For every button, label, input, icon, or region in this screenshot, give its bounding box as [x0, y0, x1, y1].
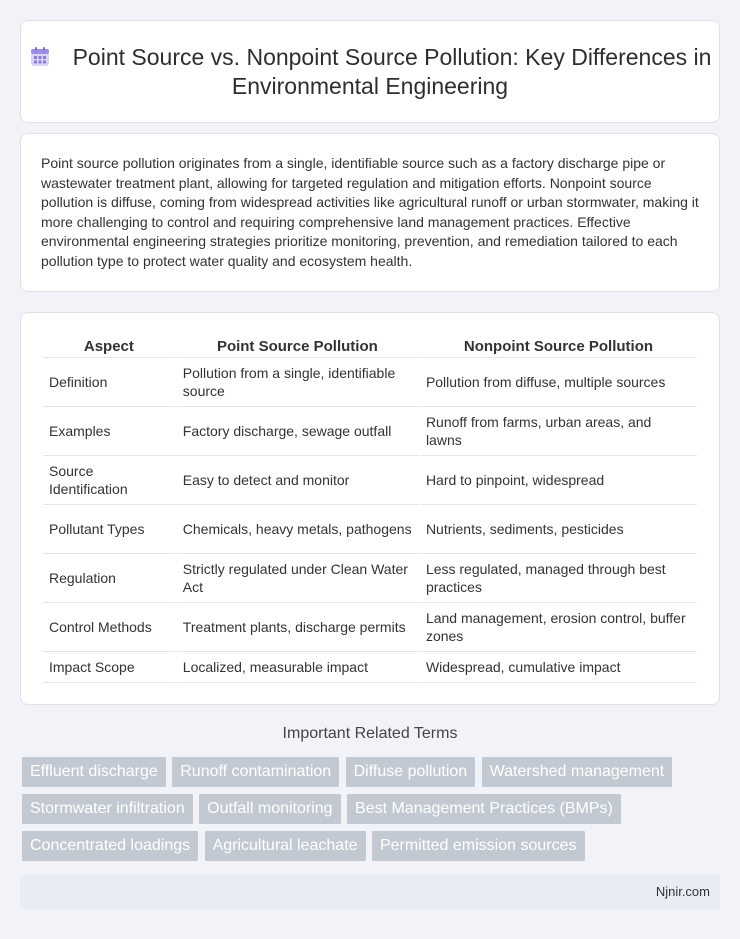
page-title: [21, 43, 719, 101]
cell-point: Easy to detect and monitor: [177, 456, 418, 505]
related-terms-tags: [22, 757, 722, 868]
related-term-tag[interactable]: Permitted emission sources: [372, 831, 585, 861]
footer-brand: Njnir.com: [655, 884, 710, 899]
table-row: [43, 456, 697, 505]
cell-aspect: Control Methods: [43, 603, 175, 652]
cell-nonpoint: Land management, erosion control, buffer zones: [420, 603, 697, 652]
cell-nonpoint: Hard to pinpoint, widespread: [420, 456, 697, 505]
header-nonpoint-source: Nonpoint Source Pollution: [420, 335, 697, 358]
related-terms-title: Important Related Terms: [282, 725, 458, 742]
cell-nonpoint: Pollution from diffuse, multiple sources: [420, 358, 697, 407]
cell-point: Treatment plants, discharge permits: [177, 603, 418, 652]
cell-aspect: Definition: [43, 358, 175, 407]
calendar-icon: [29, 46, 51, 68]
table-row: [43, 358, 697, 407]
cell-point: Chemicals, heavy metals, pathogens: [177, 505, 418, 554]
cell-point: Localized, measurable impact: [177, 652, 418, 683]
related-term-tag[interactable]: Outfall monitoring: [199, 794, 340, 824]
intro-paragraph: Point source pollution originates from a single, identifiable source such as a factory discharge pipe or wastewater treatment plant, allowing for targeted regulation and mitigation efforts. Nonpoint source pollution is diffuse, coming from widespread activities like agricultural runoff or urban stormwater, making it more challenging to control and requiring comprehensive land management practices. Effective environmental engineering strategies prioritize monitoring, prevention, and remediation tailored to each pollution type to protect water quality and ecosystem health.: [41, 155, 699, 269]
related-term-tag[interactable]: Diffuse pollution: [346, 757, 476, 787]
related-term-tag[interactable]: Concentrated loadings: [22, 831, 198, 861]
cell-aspect: Examples: [43, 407, 175, 456]
related-term-tag[interactable]: Watershed management: [482, 757, 673, 787]
cell-nonpoint: Runoff from farms, urban areas, and lawns: [420, 407, 697, 456]
comparison-table-card: [20, 312, 720, 705]
cell-point: Factory discharge, sewage outfall: [177, 407, 418, 456]
related-term-tag[interactable]: Effluent discharge: [22, 757, 166, 787]
related-term-tag[interactable]: Agricultural leachate: [205, 831, 366, 861]
title-wrap: [21, 43, 719, 101]
page-title-text: Point Source vs. Nonpoint Source Pollution: Key Differences in Environmental Engineering: [72, 44, 712, 99]
related-term-tag[interactable]: Best Management Practices (BMPs): [347, 794, 621, 824]
cell-point: Pollution from a single, identifiable source: [177, 358, 418, 407]
related-term-tag[interactable]: Runoff contamination: [172, 757, 339, 787]
comparison-table: [41, 335, 699, 683]
cell-aspect: Regulation: [43, 554, 175, 603]
table-row: [43, 505, 697, 554]
footer: [20, 875, 720, 909]
header-point-source: Point Source Pollution: [177, 335, 418, 358]
table-row: [43, 407, 697, 456]
table-row: [43, 603, 697, 652]
title-card: [20, 20, 720, 123]
table-row: [43, 652, 697, 683]
intro-card: [20, 133, 720, 292]
header-aspect: Aspect: [43, 335, 175, 358]
table-row: [43, 554, 697, 603]
cell-nonpoint: Widespread, cumulative impact: [420, 652, 697, 683]
cell-nonpoint: Less regulated, managed through best practices: [420, 554, 697, 603]
cell-nonpoint: Nutrients, sediments, pesticides: [420, 505, 697, 554]
cell-aspect: Impact Scope: [43, 652, 175, 683]
table-header-row: [43, 335, 697, 358]
cell-aspect: Pollutant Types: [43, 505, 175, 554]
related-term-tag[interactable]: Stormwater infiltration: [22, 794, 193, 824]
cell-point: Strictly regulated under Clean Water Act: [177, 554, 418, 603]
cell-aspect: Source Identification: [43, 456, 175, 505]
